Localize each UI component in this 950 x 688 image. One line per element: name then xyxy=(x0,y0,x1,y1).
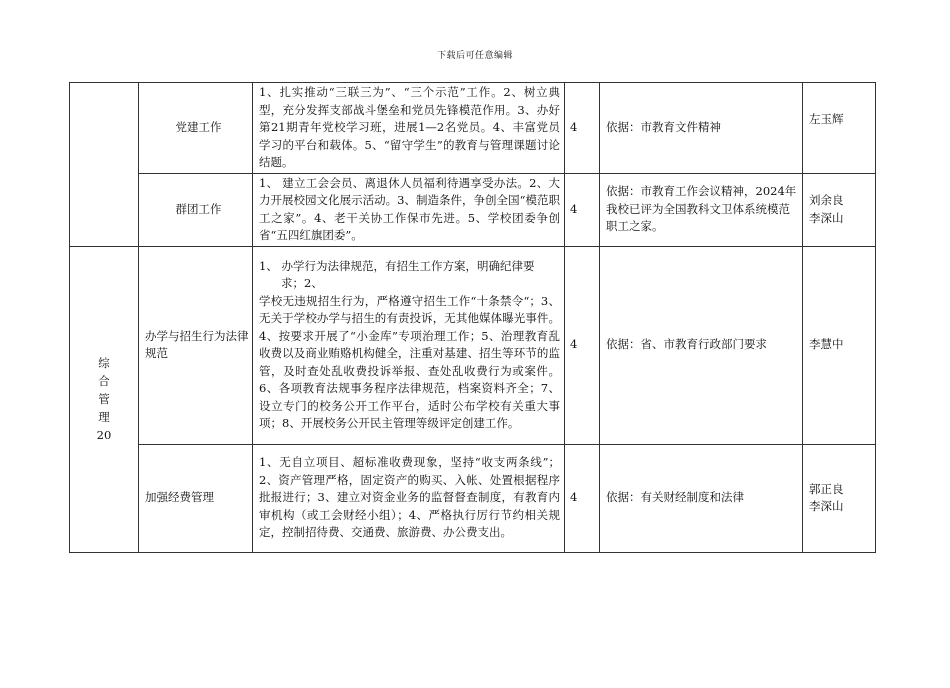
content-cell: 1、扎实推动“三联三为”、“三个示范”工作。2、树立典型，充分发挥支部战斗堡垒和党员先锋模范作用。3、办好第21期青年党校学习班，进展1—2名党员。4、丰富党员学习的平台和载体。5、“留守学生”的教育与管理课题讨论结题。 xyxy=(253,83,565,174)
content-line: 1、 办学行为法律规范，有招生工作方案，明确纪律要 xyxy=(259,258,535,273)
person-name: 刘余良 xyxy=(809,193,844,207)
content-cell: 1、 建立工会会员、离退休人员福利待遇享受办法。2、大力开展校园文化展示活动。3、制造条件，争创全国“模范职工之家”。4、老干关协工作保市先进。5、学校团委争创省“五四红旗团委”。 xyxy=(253,173,565,246)
item-cell: 党建工作 xyxy=(139,83,253,174)
category-char: 20 xyxy=(96,427,112,442)
person-cell xyxy=(803,173,876,246)
person-name: 左玉辉 xyxy=(809,112,844,126)
table-row xyxy=(70,173,876,246)
basis-cell: 依据：市教育工作会议精神，2024年我校已评为全国教科文卫体系统模范职工之家。 xyxy=(600,173,803,246)
table-row xyxy=(70,444,876,552)
category-char: 合 xyxy=(98,373,110,388)
person-name: 郭正良 xyxy=(809,481,844,496)
item-cell: 办学与招生行为法律规范 xyxy=(139,246,253,444)
score-cell: 4 xyxy=(565,246,600,444)
category-cell xyxy=(70,246,139,552)
category-char: 理 xyxy=(98,409,110,424)
person-cell xyxy=(803,83,876,174)
basis-cell: 依据：有关财经制度和法律 xyxy=(600,444,803,552)
header-note: 下载后可任意编辑 xyxy=(436,51,513,61)
person-name: 李深山 xyxy=(809,210,844,225)
table-row xyxy=(70,83,876,174)
category-label xyxy=(97,354,112,444)
score-cell: 4 xyxy=(565,173,600,246)
item-cell: 加强经费管理 xyxy=(139,444,253,552)
category-cell-empty xyxy=(70,83,139,247)
content-line: 学校无违规招生行为，严格遵守招生工作“十条禁令“；3、无关于学校办学与招生的有责投诉，无其他媒体曝光事件。4、按要求开展了“小金库”专项治理工作；5、治理教育乱收费以及商业贿赂机构健全，注重对基建、招生等环节的监管，及时查处乱收费投诉举报、查处乱收费行为或案件。6、各项教育法规事务程序法律规范，档案资料齐全；7、设立专门的校务公开工作平台，适时公布学校有关重大事项；8、开展校务公开民主管理等级评定创建工作。 xyxy=(259,293,560,430)
person-cell xyxy=(803,444,876,552)
work-plan-table xyxy=(69,82,876,553)
category-char: 综 xyxy=(98,355,110,370)
table-row xyxy=(70,246,876,444)
category-char: 管 xyxy=(98,391,110,406)
item-cell: 群团工作 xyxy=(139,173,253,246)
basis-cell: 依据：市教育文件精神 xyxy=(600,83,803,174)
person-name: 李慧中 xyxy=(809,337,844,352)
basis-cell: 依据：省、市教育行政部门要求 xyxy=(600,246,803,444)
person-name: 李深山 xyxy=(809,499,844,513)
score-cell: 4 xyxy=(565,444,600,552)
person-cell xyxy=(803,246,876,444)
content-line: 求；2、 xyxy=(281,276,323,290)
score-cell: 4 xyxy=(565,83,600,174)
content-cell xyxy=(253,246,565,444)
content-cell: 1、无自立项目、超标准收费现象，坚持“收支两条线”；2、资产管理严格，固定资产的购买、入帐、处置根据程序批报进行；3、建立对资金业务的监督督查制度，有教育内审机构（或工会财经小组）；4、严格执行厉行节约相关规定，控制招待费、交通费、旅游费、办公费支出。 xyxy=(253,444,565,552)
